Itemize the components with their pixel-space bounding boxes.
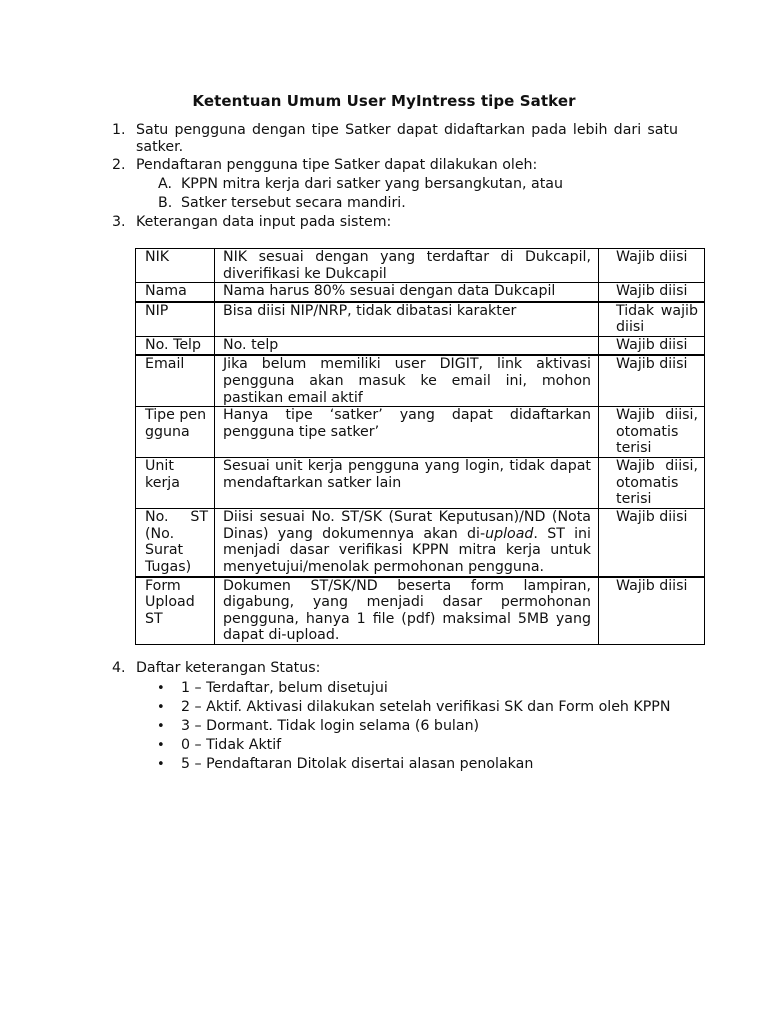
- field-requirement: Wajib diisi: [599, 355, 705, 406]
- field-name: No. ST (No. Surat Tugas): [136, 509, 215, 577]
- status-item: [157, 737, 697, 754]
- field-requirement: Wajib diisi: [599, 509, 705, 577]
- status-text: 1 – Terdaftar, belum disetujui: [181, 680, 388, 696]
- status-text: 2 – Aktif. Aktivasi dilakukan setelah verifikasi SK dan Form oleh KPPN: [181, 699, 671, 715]
- description-emphasis: upload: [485, 525, 534, 542]
- document-title: Ketentuan Umum User MyIntress tipe Satker: [192, 92, 576, 110]
- field-name: NIK: [136, 249, 215, 283]
- table-row: [136, 577, 705, 645]
- status-item: [157, 756, 697, 773]
- list-text: Satu pengguna dengan tipe Satker dapat didaftarkan pada lebih dari satu satker.: [136, 122, 678, 155]
- list-item-3: [112, 214, 678, 231]
- table-row: [136, 336, 705, 355]
- sub-text: KPPN mitra kerja dari satker yang bersangkutan, atau: [181, 176, 563, 192]
- description-text: Diisi sesuai No. ST/SK (Surat Keputusan)/ND (Nota Dinas) yang dokumennya akan di-: [223, 509, 591, 542]
- table-row: [136, 302, 705, 337]
- field-requirement: Wajib diisi: [599, 249, 705, 283]
- field-description: Dokumen ST/SK/ND beserta form lampiran, digabung, yang menjadi dasar permohonan pengguna, hanya 1 file (pdf) maksimal 5MB yang dapat di-upload.: [215, 577, 599, 645]
- input-data-table: [135, 248, 705, 645]
- field-name: Unit kerja: [136, 458, 215, 509]
- status-text: 3 – Dormant. Tidak login selama (6 bulan): [181, 718, 480, 734]
- status-text: 0 – Tidak Aktif: [181, 737, 282, 753]
- table-row: [136, 509, 705, 577]
- list-text: Pendaftaran pengguna tipe Satker dapat dilakukan oleh:: [136, 157, 538, 173]
- status-text: 5 – Pendaftaran Ditolak disertai alasan penolakan: [181, 756, 534, 772]
- field-description: Sesuai unit kerja pengguna yang login, tidak dapat mendaftarkan satker lain: [215, 458, 599, 509]
- field-name: Nama: [136, 283, 215, 302]
- field-name: NIP: [136, 302, 215, 337]
- bullet-icon: •: [157, 681, 165, 696]
- bullet-icon: •: [157, 719, 165, 734]
- list-item-1: [112, 122, 678, 156]
- field-description: Jika belum memiliki user DIGIT, link aktivasi pengguna akan masuk ke email ini, mohon pastikan email aktif: [215, 355, 599, 406]
- list-number: 3.: [112, 214, 126, 230]
- description-text: . ST ini menjadi dasar verifikasi KPPN mitra kerja untuk menyetujui/menolak permohonan pengguna.: [223, 525, 591, 575]
- bullet-icon: •: [157, 757, 165, 772]
- field-name: No. Telp: [136, 336, 215, 355]
- status-item: [157, 680, 697, 697]
- field-name: Email: [136, 355, 215, 406]
- list-text: Daftar keterangan Status:: [136, 660, 321, 676]
- field-description: Bisa diisi NIP/NRP, tidak dibatasi karakter: [215, 302, 599, 337]
- table-row: [136, 458, 705, 509]
- field-description: NIK sesuai dengan yang terdaftar di Dukcapil, diverifikasi ke Dukcapil: [215, 249, 599, 283]
- table-row: [136, 355, 705, 406]
- field-requirement: Tidak wajib diisi: [599, 302, 705, 337]
- field-requirement: Wajib diisi, otomatis terisi: [599, 458, 705, 509]
- status-item: [157, 699, 697, 716]
- bullet-icon: •: [157, 738, 165, 753]
- list-text: Keterangan data input pada sistem:: [136, 214, 392, 230]
- sub-text: Satker tersebut secara mandiri.: [181, 195, 406, 211]
- field-name: Form Upload ST: [136, 577, 215, 645]
- sub-letter: B.: [158, 195, 173, 211]
- field-requirement: Wajib diisi: [599, 283, 705, 302]
- field-requirement: Wajib diisi, otomatis terisi: [599, 407, 705, 458]
- sub-letter: A.: [158, 176, 172, 192]
- list-number: 1.: [112, 122, 126, 138]
- field-description: [215, 509, 599, 577]
- sub-item-a: [158, 176, 678, 193]
- field-description: Hanya tipe ‘satker’ yang dapat didaftarkan pengguna tipe satker’: [215, 407, 599, 458]
- list-number: 2.: [112, 157, 126, 173]
- status-item: [157, 718, 697, 735]
- list-item-2: [112, 157, 678, 174]
- table-row: [136, 407, 705, 458]
- field-name: Tipe pengguna: [136, 407, 215, 458]
- field-requirement: Wajib diisi: [599, 336, 705, 355]
- list-number: 4.: [112, 660, 126, 676]
- field-description: No. telp: [215, 336, 599, 355]
- table-row: [136, 283, 705, 302]
- sub-item-b: [158, 195, 678, 212]
- list-item-4: [112, 660, 678, 677]
- table-row: [136, 249, 705, 283]
- field-requirement: Wajib diisi: [599, 577, 705, 645]
- field-description: Nama harus 80% sesuai dengan data Dukcapil: [215, 283, 599, 302]
- bullet-icon: •: [157, 700, 165, 715]
